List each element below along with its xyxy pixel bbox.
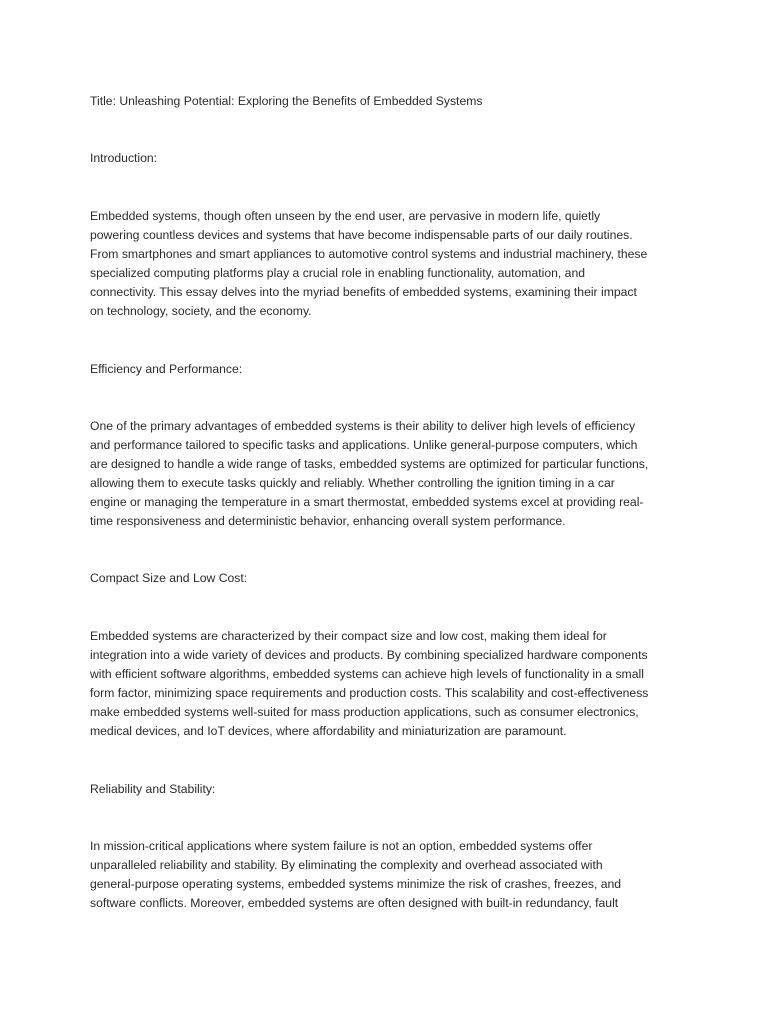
section-heading: Introduction:	[90, 151, 158, 165]
paragraph-line: Embedded systems are characterized by their compact size and low cost, making them ideal for	[90, 629, 607, 643]
efficiency-paragraph	[90, 417, 690, 531]
paragraph-line: specialized computing platforms play a crucial role in enabling functionality, automation, and	[90, 266, 585, 280]
document-title	[90, 92, 690, 111]
paragraph-line: are designed to handle a wide range of tasks, embedded systems are optimized for particular functions,	[90, 457, 649, 471]
paragraph-line: From smartphones and smart appliances to automotive control systems and industrial machinery, these	[90, 247, 648, 261]
paragraph-line: form factor, minimizing space requirements and production costs. This scalability and cost-effectiveness	[90, 686, 649, 700]
paragraph-line: with efficient software algorithms, embedded systems can achieve high levels of functionality in a small	[90, 667, 644, 681]
paragraph-line: on technology, society, and the economy.	[90, 304, 312, 318]
paragraph-line: One of the primary advantages of embedded systems is their ability to deliver high levels of efficiency	[90, 419, 636, 433]
reliability-heading	[90, 780, 690, 799]
paragraph-line: general-purpose operating systems, embedded systems minimize the risk of crashes, freezes, and	[90, 877, 622, 891]
paragraph-line: and performance tailored to specific tasks and applications. Unlike general-purpose computers, which	[90, 438, 638, 452]
reliability-paragraph	[90, 837, 690, 913]
paragraph-line: integration into a wide variety of devices and products. By combining specialized hardware components	[90, 648, 648, 662]
title-line: Title: Unleashing Potential: Exploring the Benefits of Embedded Systems	[90, 94, 483, 108]
paragraph-line: In mission-critical applications where system failure is not an option, embedded systems offer	[90, 839, 593, 853]
efficiency-heading	[90, 360, 690, 379]
section-heading: Reliability and Stability:	[90, 782, 216, 796]
compact-paragraph	[90, 627, 690, 741]
paragraph-line: medical devices, and IoT devices, where affordability and miniaturization are paramount.	[90, 724, 567, 738]
paragraph-line: software conflicts. Moreover, embedded systems are often designed with built-in redundancy, fault	[90, 896, 619, 910]
paragraph-line: Embedded systems, though often unseen by the end user, are pervasive in modern life, quietly	[90, 209, 601, 223]
paragraph-line: engine or managing the temperature in a smart thermostat, embedded systems excel at providing real-	[90, 495, 644, 509]
introduction-paragraph	[90, 207, 690, 321]
paragraph-line: unparalleled reliability and stability. By eliminating the complexity and overhead associated with	[90, 858, 603, 872]
compact-heading	[90, 569, 690, 588]
paragraph-line: connectivity. This essay delves into the myriad benefits of embedded systems, examining their impact	[90, 285, 637, 299]
section-heading: Efficiency and Performance:	[90, 362, 243, 376]
paragraph-line: powering countless devices and systems that have become indispensable parts of our daily routines.	[90, 228, 633, 242]
paragraph-line: allowing them to execute tasks quickly and reliably. Whether controlling the ignition timing in a car	[90, 476, 615, 490]
introduction-heading	[90, 149, 690, 168]
paragraph-line: make embedded systems well-suited for mass production applications, such as consumer electronics,	[90, 705, 639, 719]
section-heading: Compact Size and Low Cost:	[90, 571, 248, 585]
paragraph-line: time responsiveness and deterministic behavior, enhancing overall system performance.	[90, 514, 566, 528]
